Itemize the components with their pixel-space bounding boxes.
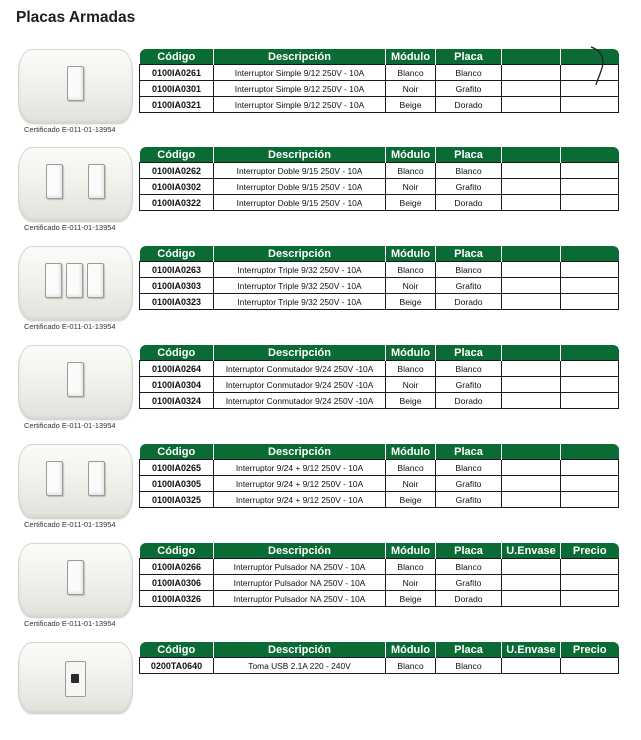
header-empty: [561, 345, 619, 361]
product-module: Noir: [386, 81, 436, 97]
empty-cell: [502, 492, 561, 508]
table-row: [140, 591, 619, 607]
header-descripcion: Descripción: [214, 246, 386, 262]
certificate-label: Certificado E-011-01-13954: [24, 421, 116, 430]
product-module: Beige: [386, 393, 436, 409]
product-code: 0100IA0263: [140, 262, 214, 278]
product-description: Interruptor Doble 9/15 250V - 10A: [214, 179, 386, 195]
product-plate: Dorado: [436, 97, 502, 113]
header-descripcion: Descripción: [214, 444, 386, 460]
product-module: Noir: [386, 377, 436, 393]
empty-cell: [502, 460, 561, 476]
empty-cell: [502, 179, 561, 195]
product-plate: Grafito: [436, 81, 502, 97]
product-description: Toma USB 2.1A 220 - 240V: [214, 658, 386, 674]
table-row: [140, 278, 619, 294]
product-module: Noir: [386, 278, 436, 294]
product-table: [139, 345, 619, 409]
empty-cell: [502, 195, 561, 211]
header-modulo: Módulo: [386, 345, 436, 361]
product-section-usb: [0, 642, 641, 740]
rocker-switch: [87, 263, 104, 298]
header-empty: [502, 246, 561, 262]
header-modulo: Módulo: [386, 543, 436, 559]
empty-cell: [561, 460, 619, 476]
product-plate: Grafito: [436, 278, 502, 294]
product-code: 0100IA0264: [140, 361, 214, 377]
header-descripcion: Descripción: [214, 49, 386, 65]
handwritten-mark: [589, 45, 613, 87]
empty-cell: [502, 559, 561, 575]
header-modulo: Módulo: [386, 147, 436, 163]
header-modulo: Módulo: [386, 642, 436, 658]
header-empty: [502, 345, 561, 361]
table-row: [140, 163, 619, 179]
product-table: [139, 642, 619, 674]
product-code: 0100IA0266: [140, 559, 214, 575]
header-placa: Placa: [436, 543, 502, 559]
empty-cell: [502, 97, 561, 113]
product-section-doble: [0, 147, 641, 245]
rocker-switch: [67, 560, 84, 595]
product-description: Interruptor 9/24 + 9/12 250V - 10A: [214, 460, 386, 476]
header-placa: Placa: [436, 345, 502, 361]
empty-cell: [502, 361, 561, 377]
empty-cell: [502, 81, 561, 97]
product-module: Blanco: [386, 262, 436, 278]
product-module: Blanco: [386, 658, 436, 674]
product-plate: Dorado: [436, 294, 502, 310]
header-precio: Precio: [561, 543, 619, 559]
product-section-combinado: [0, 444, 641, 542]
product-description: Interruptor Simple 9/12 250V - 10A: [214, 97, 386, 113]
product-description: Interruptor 9/24 + 9/12 250V - 10A: [214, 476, 386, 492]
switch-plate-image: [18, 49, 133, 124]
product-code: 0100IA0261: [140, 65, 214, 81]
product-code: 0100IA0306: [140, 575, 214, 591]
empty-cell: [561, 163, 619, 179]
empty-cell: [502, 658, 561, 674]
product-plate: Grafito: [436, 179, 502, 195]
header-codigo: Código: [140, 444, 214, 460]
rocker-switch: [66, 263, 83, 298]
empty-cell: [561, 559, 619, 575]
table-row: [140, 492, 619, 508]
product-module: Blanco: [386, 65, 436, 81]
empty-cell: [502, 591, 561, 607]
empty-cell: [561, 658, 619, 674]
empty-cell: [561, 195, 619, 211]
product-description: Interruptor 9/24 + 9/12 250V - 10A: [214, 492, 386, 508]
product-description: Interruptor Pulsador NA 250V - 10A: [214, 559, 386, 575]
product-section-triple: [0, 246, 641, 344]
rocker-switch: [67, 66, 84, 101]
product-description: Interruptor Pulsador NA 250V - 10A: [214, 591, 386, 607]
header-descripcion: Descripción: [214, 642, 386, 658]
product-module: Noir: [386, 476, 436, 492]
rocker-switch: [88, 461, 105, 496]
product-description: Interruptor Pulsador NA 250V - 10A: [214, 575, 386, 591]
usb-port-icon: [71, 674, 79, 683]
product-table: [139, 444, 619, 508]
header-descripcion: Descripción: [214, 147, 386, 163]
header-modulo: Módulo: [386, 444, 436, 460]
table-row: [140, 559, 619, 575]
product-module: Beige: [386, 195, 436, 211]
certificate-label: Certificado E-011-01-13954: [24, 619, 116, 628]
table-row: [140, 460, 619, 476]
product-plate: Blanco: [436, 361, 502, 377]
product-code: 0100IA0262: [140, 163, 214, 179]
table-row: [140, 361, 619, 377]
product-plate: Blanco: [436, 163, 502, 179]
header-codigo: Código: [140, 246, 214, 262]
product-plate: Blanco: [436, 262, 502, 278]
product-plate: Blanco: [436, 460, 502, 476]
product-plate: Dorado: [436, 393, 502, 409]
header-empty: [502, 147, 561, 163]
empty-cell: [502, 294, 561, 310]
header-modulo: Módulo: [386, 49, 436, 65]
product-module: Noir: [386, 179, 436, 195]
empty-cell: [561, 262, 619, 278]
product-plate: Dorado: [436, 591, 502, 607]
header-precio: Precio: [561, 642, 619, 658]
product-code: 0100IA0322: [140, 195, 214, 211]
table-row: [140, 81, 619, 97]
product-section-pulsador: [0, 543, 641, 641]
product-module: Blanco: [386, 361, 436, 377]
rocker-switch: [46, 461, 63, 496]
table-row: [140, 179, 619, 195]
product-plate: Grafito: [436, 476, 502, 492]
product-table: [139, 543, 619, 607]
product-plate: Blanco: [436, 65, 502, 81]
product-code: 0100IA0301: [140, 81, 214, 97]
header-codigo: Código: [140, 345, 214, 361]
product-module: Beige: [386, 492, 436, 508]
header-placa: Placa: [436, 49, 502, 65]
certificate-label: Certificado E-011-01-13954: [24, 520, 116, 529]
certificate-label: Certificado E-011-01-13954: [24, 223, 116, 232]
empty-cell: [502, 393, 561, 409]
product-description: Interruptor Doble 9/15 250V - 10A: [214, 195, 386, 211]
product-module: Noir: [386, 575, 436, 591]
product-plate: Grafito: [436, 575, 502, 591]
rocker-switch: [45, 263, 62, 298]
product-section-conmutador: [0, 345, 641, 443]
product-code: 0100IA0265: [140, 460, 214, 476]
table-row: [140, 195, 619, 211]
table-row: [140, 262, 619, 278]
empty-cell: [502, 163, 561, 179]
product-description: Interruptor Conmutador 9/24 250V -10A: [214, 377, 386, 393]
product-code: 0100IA0325: [140, 492, 214, 508]
header-empty: [502, 444, 561, 460]
table-row: [140, 97, 619, 113]
product-description: Interruptor Triple 9/32 250V - 10A: [214, 278, 386, 294]
product-table: [139, 49, 619, 113]
empty-cell: [502, 377, 561, 393]
header-empty: [561, 246, 619, 262]
product-code: 0100IA0303: [140, 278, 214, 294]
header-descripcion: Descripción: [214, 345, 386, 361]
header-u-envase: U.Envase: [502, 642, 561, 658]
empty-cell: [561, 278, 619, 294]
switch-plate-image: [18, 246, 133, 321]
header-placa: Placa: [436, 147, 502, 163]
switch-plate-image: [18, 543, 133, 618]
product-plate: Grafito: [436, 377, 502, 393]
empty-cell: [502, 476, 561, 492]
product-description: Interruptor Doble 9/15 250V - 10A: [214, 163, 386, 179]
empty-cell: [502, 575, 561, 591]
switch-plate-image: [18, 444, 133, 519]
product-module: Blanco: [386, 559, 436, 575]
product-table: [139, 246, 619, 310]
product-plate: Grafito: [436, 492, 502, 508]
header-codigo: Código: [140, 543, 214, 559]
product-code: 0100IA0304: [140, 377, 214, 393]
rocker-switch: [88, 164, 105, 199]
product-description: Interruptor Simple 9/12 250V - 10A: [214, 81, 386, 97]
product-description: Interruptor Conmutador 9/24 250V -10A: [214, 361, 386, 377]
usb-module: [65, 661, 86, 697]
header-u-envase: U.Envase: [502, 543, 561, 559]
header-empty: [561, 444, 619, 460]
header-codigo: Código: [140, 49, 214, 65]
empty-cell: [502, 278, 561, 294]
table-row: [140, 476, 619, 492]
header-empty: [502, 49, 561, 65]
header-placa: Placa: [436, 246, 502, 262]
product-module: Blanco: [386, 163, 436, 179]
usb-plate-image: [18, 642, 133, 714]
empty-cell: [561, 361, 619, 377]
empty-cell: [561, 575, 619, 591]
empty-cell: [561, 377, 619, 393]
certificate-label: Certificado E-011-01-13954: [24, 125, 116, 134]
header-modulo: Módulo: [386, 246, 436, 262]
product-plate: Dorado: [436, 195, 502, 211]
product-description: Interruptor Conmutador 9/24 250V -10A: [214, 393, 386, 409]
empty-cell: [561, 97, 619, 113]
product-table: [139, 147, 619, 211]
table-row: [140, 377, 619, 393]
header-codigo: Código: [140, 642, 214, 658]
product-code: 0100IA0326: [140, 591, 214, 607]
product-description: Interruptor Triple 9/32 250V - 10A: [214, 262, 386, 278]
empty-cell: [561, 492, 619, 508]
header-codigo: Código: [140, 147, 214, 163]
switch-plate-image: [18, 147, 133, 222]
header-placa: Placa: [436, 444, 502, 460]
empty-cell: [561, 476, 619, 492]
product-description: Interruptor Simple 9/12 250V - 10A: [214, 65, 386, 81]
empty-cell: [561, 591, 619, 607]
table-row: [140, 658, 619, 674]
page-title: Placas Armadas: [16, 9, 136, 26]
product-code: 0100IA0305: [140, 476, 214, 492]
product-code: 0100IA0321: [140, 97, 214, 113]
product-code: 0200TA0640: [140, 658, 214, 674]
product-code: 0100IA0324: [140, 393, 214, 409]
empty-cell: [561, 393, 619, 409]
product-module: Beige: [386, 591, 436, 607]
header-empty: [561, 147, 619, 163]
rocker-switch: [67, 362, 84, 397]
product-code: 0100IA0323: [140, 294, 214, 310]
product-section-simple: [0, 49, 641, 147]
product-plate: Blanco: [436, 658, 502, 674]
product-code: 0100IA0302: [140, 179, 214, 195]
product-module: Beige: [386, 97, 436, 113]
product-plate: Blanco: [436, 559, 502, 575]
table-row: [140, 65, 619, 81]
product-module: Blanco: [386, 460, 436, 476]
header-placa: Placa: [436, 642, 502, 658]
empty-cell: [502, 262, 561, 278]
empty-cell: [502, 65, 561, 81]
product-description: Interruptor Triple 9/32 250V - 10A: [214, 294, 386, 310]
table-row: [140, 294, 619, 310]
table-row: [140, 393, 619, 409]
switch-plate-image: [18, 345, 133, 420]
header-descripcion: Descripción: [214, 543, 386, 559]
rocker-switch: [46, 164, 63, 199]
empty-cell: [561, 294, 619, 310]
empty-cell: [561, 179, 619, 195]
table-row: [140, 575, 619, 591]
certificate-label: Certificado E-011-01-13954: [24, 322, 116, 331]
product-module: Beige: [386, 294, 436, 310]
